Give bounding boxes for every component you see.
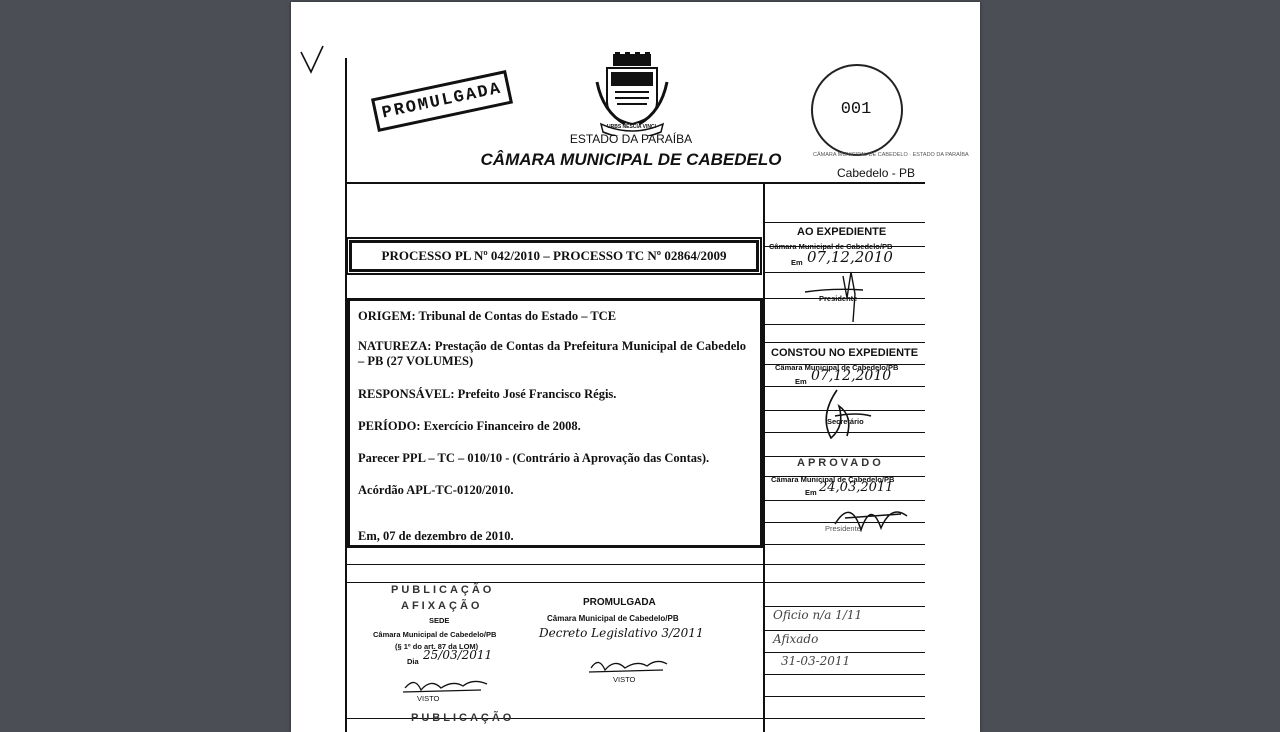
pub-date: 25/03/2011	[423, 648, 493, 662]
publicacao-label-2: PUBLICAÇÃO	[411, 712, 515, 724]
constou-em: Em	[795, 377, 807, 386]
aprovado-sub: Câmara Municipal de Cabedelo/PB	[771, 475, 895, 484]
document-page	[291, 2, 980, 732]
ruled-line	[765, 324, 925, 325]
constou-sub: Câmara Municipal de Cabedelo/PB	[775, 363, 899, 372]
process-title-box	[349, 240, 759, 272]
ruled-line	[765, 630, 925, 631]
state-name: ESTADO DA PARAÍBA	[569, 132, 693, 146]
ruled-line	[765, 674, 925, 675]
ruled-line	[765, 222, 925, 223]
prom-decreto: Decreto Legislativo 3/2011	[539, 626, 704, 640]
constou-label: CONSTOU NO EXPEDIENTE	[771, 347, 919, 359]
pub-art: (§ 1º do art. 87 da LOM)	[395, 642, 479, 651]
process-title: PROCESSO PL Nº 042/2010 – PROCESSO TC Nº 02864/2009	[381, 248, 727, 263]
right-hand-note-2: Afixado	[773, 632, 819, 646]
protocol-number: 001	[840, 100, 872, 119]
expediente-em: Em	[791, 258, 803, 267]
expediente-date: 07,12,2010	[807, 248, 893, 266]
ruled-line	[765, 564, 925, 565]
date-line: Em, 07 de dezembro de 2010.	[358, 529, 514, 543]
expediente-label: AO EXPEDIENTE	[797, 226, 887, 238]
aprovado-date: 24,03,2011	[819, 480, 894, 495]
ruled-line	[765, 696, 925, 697]
signature-icon	[587, 654, 669, 676]
constou-date: 07,12,2010	[811, 368, 892, 384]
publicacao-label: PUBLICAÇÃO	[391, 584, 495, 596]
aprovado-sign-label: Presidente	[825, 524, 861, 533]
responsavel-text: RESPONSÁVEL: Prefeito José Francisco Régis.	[358, 387, 617, 401]
chamber-name: CÂMARA MUNICIPAL DE CABEDELO	[480, 150, 782, 169]
header-divider	[345, 182, 925, 184]
right-column-divider	[763, 182, 765, 732]
ruled-line	[345, 564, 765, 565]
presidente-label: Presidente	[819, 294, 858, 303]
city-name: Cabedelo - PB	[837, 166, 916, 180]
ruled-line	[765, 652, 925, 653]
signature-icon	[817, 386, 877, 446]
pub-chamber: Câmara Municipal de Cabedelo/PB	[373, 630, 497, 639]
origem-text: ORIGEM: Tribunal de Contas do Estado – TCE	[358, 309, 617, 323]
process-details-box	[347, 298, 763, 548]
pub-dia: Dia	[407, 657, 419, 666]
ruled-line	[765, 582, 925, 583]
ruled-line	[765, 544, 925, 545]
secretario-label: Secretário	[827, 417, 864, 426]
natureza-text: NATUREZA: Prestação de Contas da Prefeitura Municipal de Cabedelo – PB (27 VOLUMES)	[358, 339, 746, 368]
ruled-line	[765, 342, 925, 343]
acordao-text: Acórdão APL-TC-0120/2010.	[358, 483, 514, 497]
periodo-text: PERÍODO: Exercício Financeiro de 2008.	[358, 419, 581, 433]
protocol-stamp-ring-text: CÂMARA MUNICIPAL DE CABEDELO · ESTADO DA PARAÍBA	[813, 152, 969, 158]
expediente-sub: Câmara Municipal de Cabedelo/PB	[769, 242, 893, 251]
promulgada-stamp: PROMULGADA	[371, 70, 513, 132]
signature-icon	[401, 672, 491, 696]
prom-chamber: Câmara Municipal de Cabedelo/PB	[547, 614, 679, 623]
crest-motto: URBS NESCIA VINCI	[607, 124, 656, 130]
afixacao-label: AFIXAÇÃO	[401, 600, 483, 612]
pub-visto: VISTO	[417, 694, 440, 703]
ruled-line	[345, 582, 765, 583]
sede-label: SEDE	[429, 616, 450, 625]
right-hand-note-3: 31-03-2011	[781, 654, 851, 668]
promulgada-label: PROMULGADA	[583, 597, 656, 608]
right-hand-note-1: Oficio n/a 1/11	[773, 608, 863, 622]
prom-visto: VISTO	[613, 675, 636, 684]
aprovado-label: APROVADO	[797, 457, 884, 469]
parecer-text: Parecer PPL – TC – 010/10 - (Contrário à Aprovação das Contas).	[358, 451, 710, 465]
ruled-line	[765, 606, 925, 607]
check-mark-icon	[299, 44, 325, 78]
aprovado-em: Em	[805, 488, 817, 497]
